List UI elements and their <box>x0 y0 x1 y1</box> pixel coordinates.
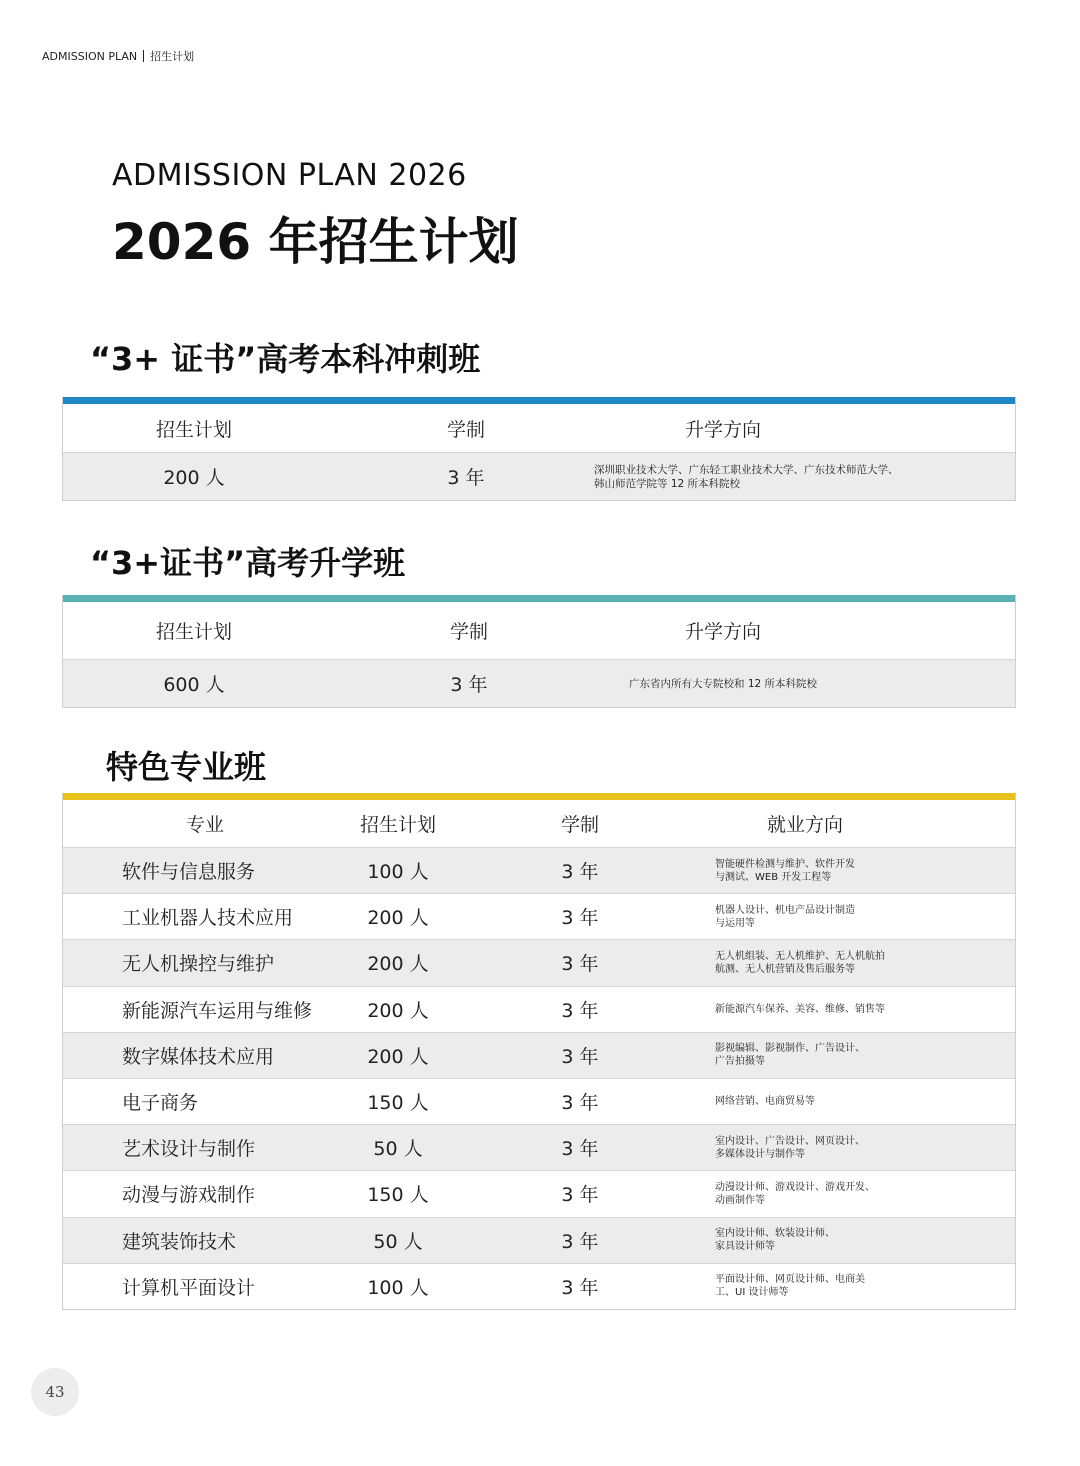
cell-plan: 50 人 <box>373 1230 423 1253</box>
cell-plan: 200 人 <box>367 1045 429 1068</box>
cell-job-direction <box>715 1125 1007 1170</box>
section1-accent-bar <box>63 397 1015 404</box>
cell-years: 3 年 <box>450 674 488 696</box>
cell-plan: 200 人 <box>367 999 429 1022</box>
header-plan: 招生计划 <box>155 621 233 643</box>
cell-job-line1: 网络营销、电商贸易等 <box>715 1096 815 1108</box>
cell-years: 3 年 <box>561 861 599 884</box>
cell-years: 3 年 <box>561 907 599 930</box>
cell-job-line1: 无人机组装、无人机维护、无人机航拍 <box>715 950 885 962</box>
cell-job-line1: 室内设计、广告设计、网页设计、 <box>715 1135 865 1147</box>
section3-table-body <box>63 847 1015 1309</box>
cell-job-direction <box>715 894 1007 939</box>
table-row <box>63 1078 1015 1124</box>
section1-table <box>62 397 1016 501</box>
cell-job-line2: 工、UI 设计师等 <box>715 1287 789 1299</box>
cell-major: 工业机器人技术应用 <box>122 907 294 930</box>
table-row <box>63 1032 1015 1078</box>
cell-plan: 200 人 <box>163 467 225 489</box>
cell-major: 新能源汽车运用与维修 <box>122 999 313 1022</box>
cell-job-line2: 与测试、WEB 开发工程等 <box>715 871 832 883</box>
cell-major: 艺术设计与制作 <box>122 1138 256 1161</box>
cell-job-line1: 机器人设计、机电产品设计制造 <box>715 904 855 916</box>
header-years: 学制 <box>449 621 489 643</box>
cell-job-line1: 动漫设计师、游戏设计、游戏开发、 <box>715 1181 875 1193</box>
cell-years: 3 年 <box>561 1138 599 1161</box>
cell-years: 3 年 <box>561 953 599 976</box>
cell-major: 动漫与游戏制作 <box>122 1184 256 1207</box>
section3-accent-bar <box>63 793 1015 800</box>
header-plan: 招生计划 <box>155 418 233 441</box>
cell-job-direction <box>715 1033 1007 1078</box>
header-direction: 升学方向 <box>684 621 762 643</box>
page-title-cn: 2026 年招生计划 <box>112 213 519 271</box>
header-plan: 招生计划 <box>359 814 437 836</box>
cell-job-direction <box>715 848 1007 893</box>
cell-plan: 600 人 <box>163 674 225 696</box>
header-years: 学制 <box>446 418 486 441</box>
table-row <box>63 452 1015 500</box>
cell-job-direction <box>715 1171 1007 1216</box>
table-header-row <box>63 404 1015 452</box>
page-title-en: ADMISSION PLAN 2026 <box>112 158 467 193</box>
cell-years: 3 年 <box>561 1092 599 1115</box>
table-row <box>63 939 1015 985</box>
page-number: 43 <box>31 1368 79 1416</box>
cell-years: 3 年 <box>561 999 599 1022</box>
cell-job-direction <box>715 940 1007 985</box>
cell-direction-line2: 韩山师范学院等 12 所本科院校 <box>594 477 741 490</box>
table-row <box>63 986 1015 1032</box>
section2-title: “3+证书”高考升学班 <box>90 544 406 582</box>
cell-job-line1: 影视编辑、影视制作、广告设计、 <box>715 1043 865 1055</box>
cell-job-direction <box>715 1264 1007 1309</box>
cell-job-direction <box>715 1218 1007 1263</box>
cell-job-line2: 多媒体设计与制作等 <box>715 1148 805 1160</box>
cell-job-direction <box>715 1079 1007 1124</box>
cell-job-line2: 与运用等 <box>715 917 755 929</box>
header-major: 专业 <box>185 814 225 836</box>
cell-plan: 150 人 <box>367 1184 429 1207</box>
cell-direction-line1: 深圳职业技术大学、广东轻工职业技术大学、广东技术师范大学、 <box>594 463 899 476</box>
cell-job-line1: 室内设计师、软装设计师、 <box>715 1228 835 1240</box>
cell-plan: 100 人 <box>367 861 429 884</box>
cell-plan: 200 人 <box>367 953 429 976</box>
cell-major: 电子商务 <box>122 1092 199 1115</box>
cell-years: 3 年 <box>561 1276 599 1299</box>
table-row <box>63 1217 1015 1263</box>
cell-job-line2: 动画制作等 <box>715 1194 765 1206</box>
table-row <box>63 847 1015 893</box>
header-years: 学制 <box>560 814 600 836</box>
cell-plan: 150 人 <box>367 1092 429 1115</box>
table-header-row <box>63 800 1015 847</box>
header-job: 就业方向 <box>766 814 844 836</box>
cell-years: 3 年 <box>561 1230 599 1253</box>
running-header-divider <box>143 50 144 62</box>
cell-direction <box>594 453 1005 500</box>
table-row <box>63 893 1015 939</box>
running-header-cn: 招生计划 <box>150 50 195 63</box>
table-header-row <box>63 602 1015 659</box>
cell-plan: 50 人 <box>373 1138 423 1161</box>
cell-major: 数字媒体技术应用 <box>122 1045 275 1068</box>
cell-major: 建筑装饰技术 <box>122 1230 237 1253</box>
cell-job-direction <box>715 987 1007 1032</box>
cell-major: 软件与信息服务 <box>122 861 256 884</box>
section2-accent-bar <box>63 595 1015 602</box>
cell-plan: 100 人 <box>367 1276 429 1299</box>
cell-job-line2: 家具设计师等 <box>715 1241 775 1253</box>
section2-table <box>62 595 1016 708</box>
cell-plan: 200 人 <box>367 907 429 930</box>
section3-table <box>62 793 1016 1310</box>
cell-job-line1: 平面设计师、网页设计师、电商美 <box>715 1274 865 1286</box>
table-row <box>63 1170 1015 1216</box>
cell-job-line1: 智能硬件检测与维护、软件开发 <box>715 858 855 870</box>
cell-years: 3 年 <box>561 1045 599 1068</box>
cell-major: 无人机操控与维护 <box>122 953 275 976</box>
cell-direction: 广东省内所有大专院校和 12 所本科院校 <box>629 677 818 690</box>
header-direction: 升学方向 <box>684 418 762 441</box>
section3-title: 特色专业班 <box>106 748 267 786</box>
table-row <box>63 1124 1015 1170</box>
running-header <box>42 48 194 64</box>
section1-title: “3+ 证书”高考本科冲刺班 <box>90 340 481 378</box>
cell-years: 3 年 <box>561 1184 599 1207</box>
cell-job-line2: 航测、无人机营销及售后服务等 <box>715 963 855 975</box>
table-row <box>63 659 1015 707</box>
cell-years: 3 年 <box>447 467 485 489</box>
cell-job-line1: 新能源汽车保养、美容、维修、销售等 <box>715 1003 885 1015</box>
cell-job-line2: 广告拍摄等 <box>715 1056 765 1068</box>
table-row <box>63 1263 1015 1309</box>
cell-major: 计算机平面设计 <box>122 1276 256 1299</box>
running-header-en: ADMISSION PLAN <box>42 49 138 63</box>
